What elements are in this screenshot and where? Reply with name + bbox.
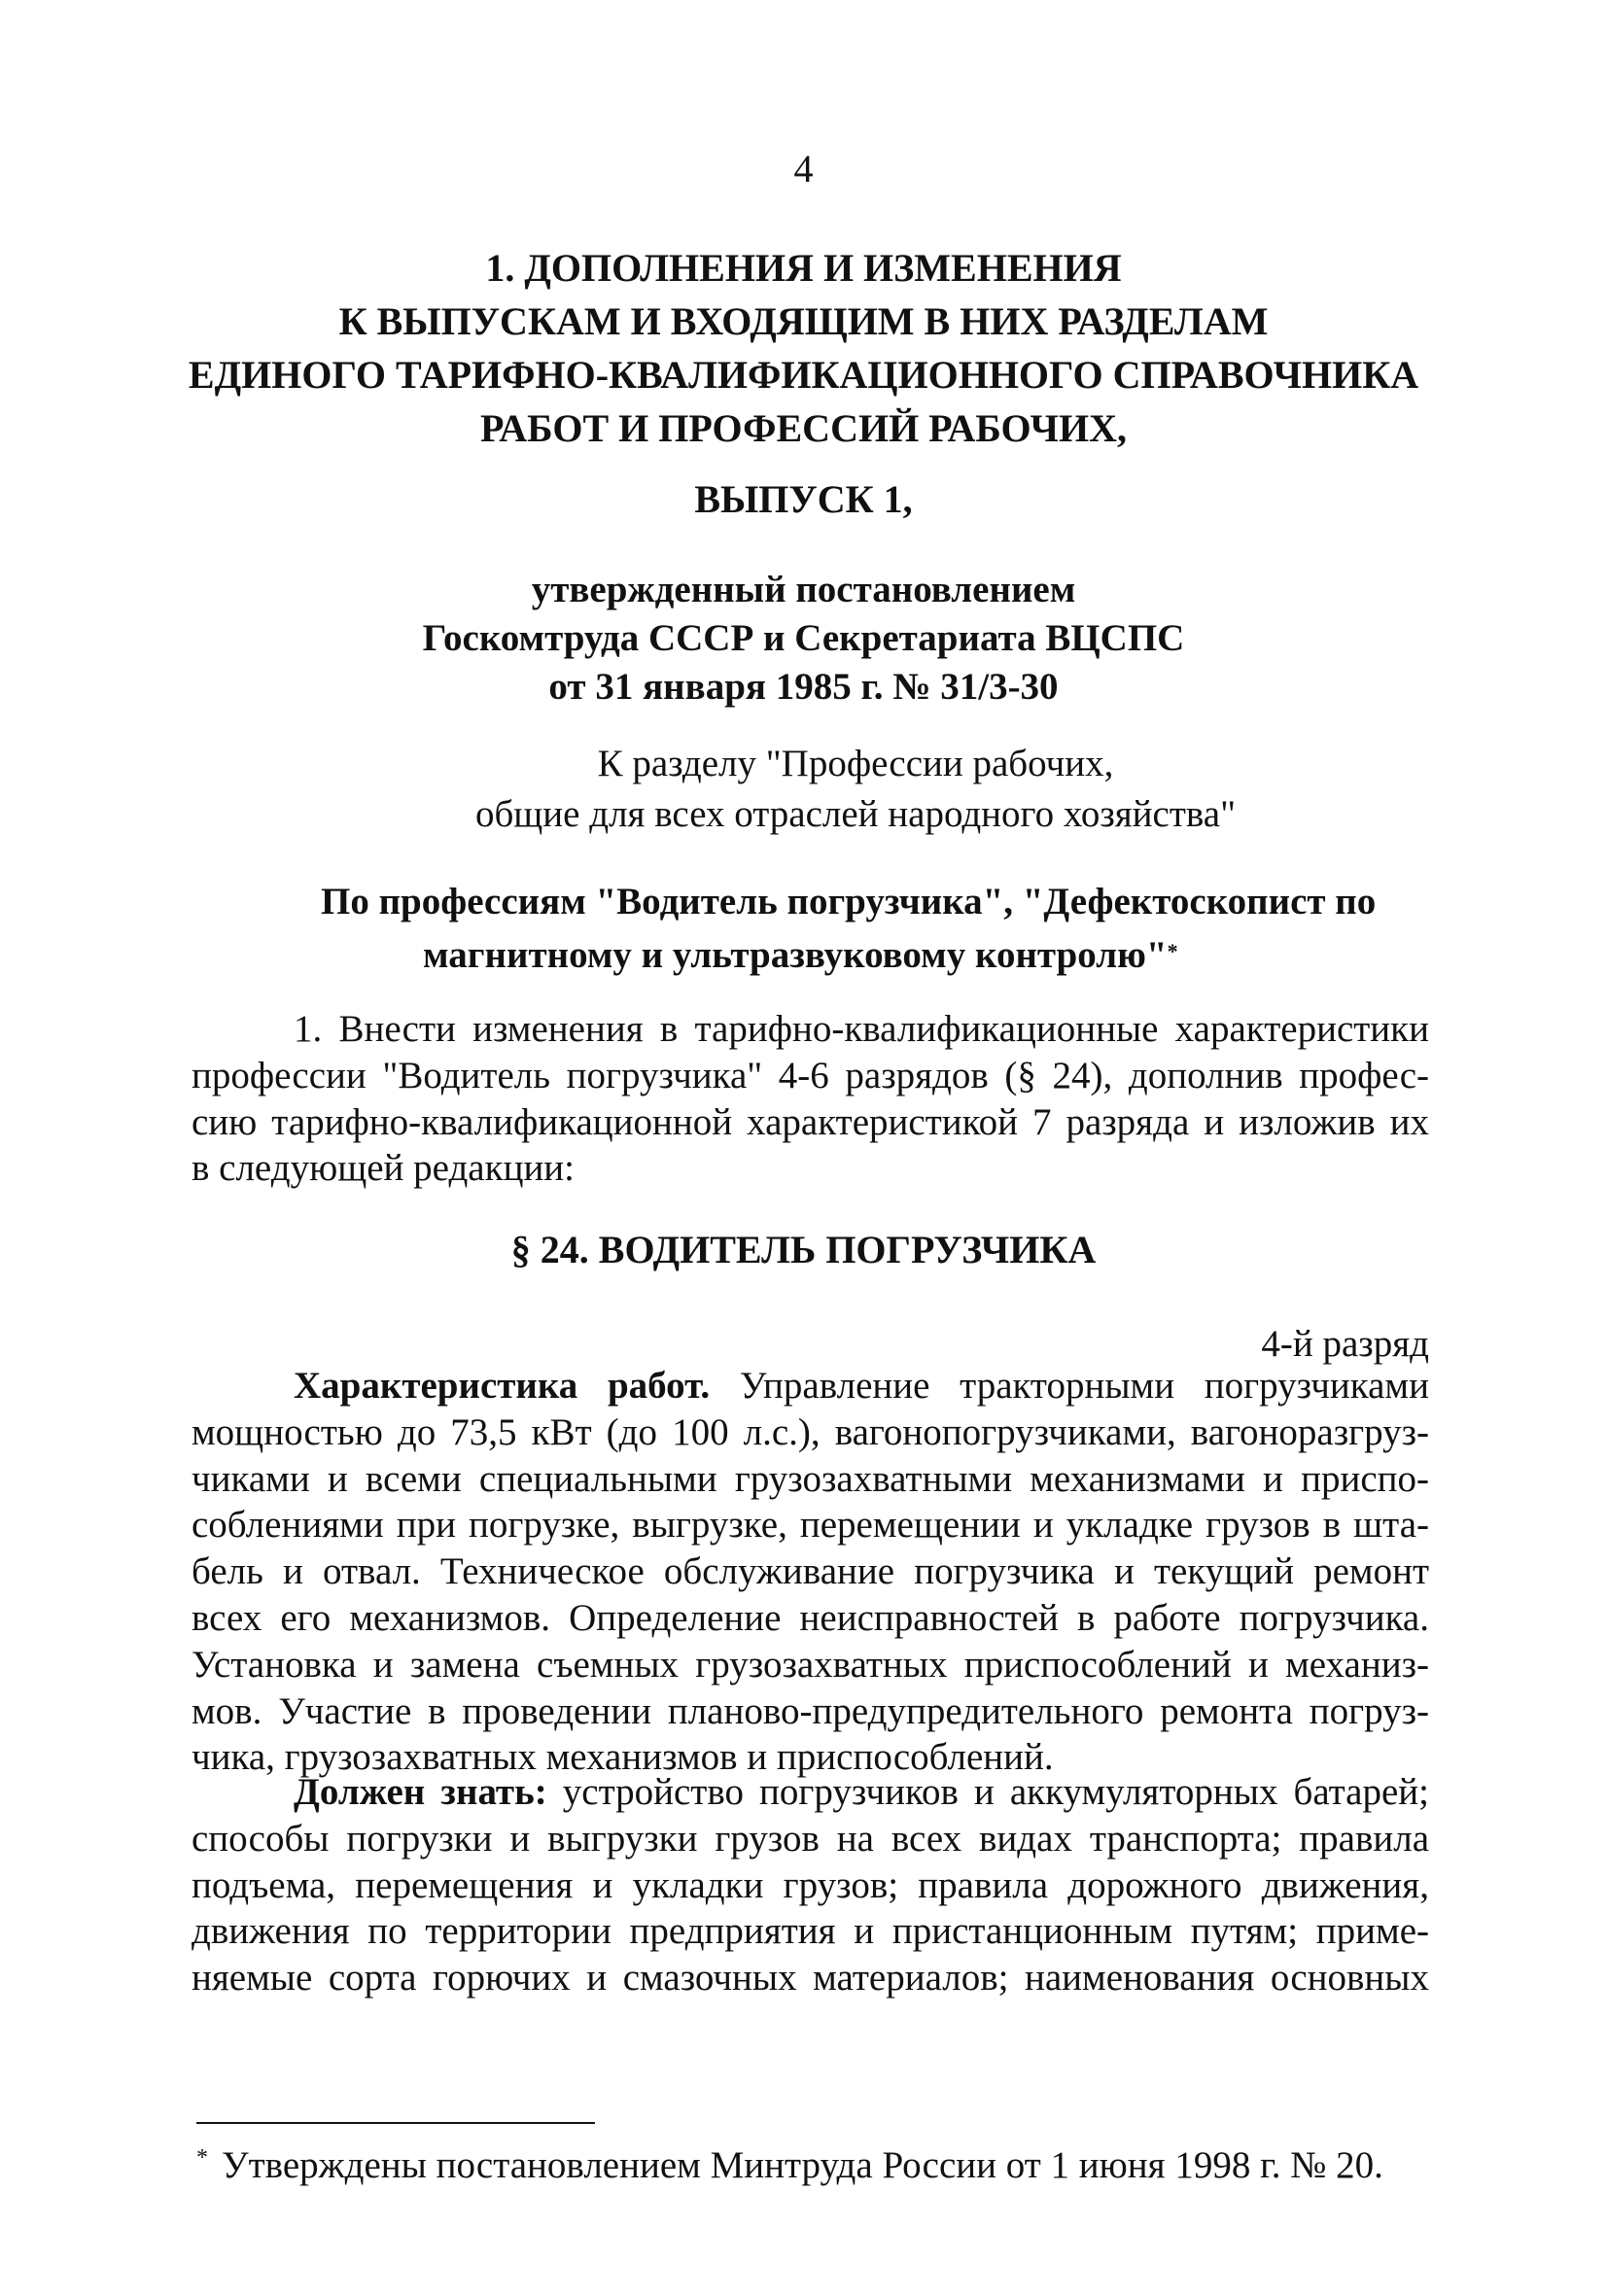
title-line: К ВЫПУСКАМ И ВХОДЯЩИМ В НИХ РАЗДЕЛАМ [338,299,1269,343]
paragraph-line: няемые сорта горючих и смазочных материалов; наименования основных [192,1957,1429,2000]
section-heading: § 24. ВОДИТЕЛЬ ПОГРУЗЧИКА [510,1228,1097,1271]
paragraph-line: способы погрузки и выгрузки грузов на всех видах транспорта; правила [192,1817,1429,1860]
footnote-reference: * [1167,939,1178,963]
paragraph-line: сию тарифно-квалификационной характеристикой 7 разряда и изложив их [192,1100,1429,1143]
paragraph-line-text: устройство погрузчиков и аккумуляторных батарей; [562,1771,1429,1813]
paragraph-amendment [192,1006,1429,1192]
approval-statement [0,566,1607,712]
section-ref-line: К разделу "Профессии рабочих, [597,743,1114,784]
paragraph-line: профессии "Водитель погрузчика" 4-6 разрядов (§ 24), дополнив профес- [192,1054,1429,1096]
document-title [97,241,1510,455]
work-characteristics-label: Характеристика работ. [294,1365,711,1407]
issue-heading: ВЫПУСК 1, [694,477,913,521]
professions-line-text: магнитному и ультразвуковому контролю" [423,934,1168,976]
footnote-mark: * [196,2145,208,2171]
must-know-label: Должен знать: [294,1771,547,1813]
footnote-divider [196,2122,595,2124]
paragraph-line: чика, грузозахватных механизмов и приспособлений. [192,1736,1054,1779]
paragraph-line: Установка и замена съемных грузозахватных приспособлений и механиз- [192,1643,1429,1686]
paragraph-line-text: Управление тракторными погрузчиками [739,1365,1429,1407]
footnote-text: Утверждены постановлением Минтруда России от 1 июня 1998 г. № 20. [222,2144,1383,2186]
paragraph-line: подъема, перемещения и укладки грузов; правила дорожного движения, [192,1863,1429,1906]
approval-line: утвержденный постановлением [531,569,1076,610]
paragraph-line: бель и отвал. Техническое обслуживание погрузчика и текущий ремонт [192,1550,1429,1593]
paragraph-line: соблениями при погрузке, выгрузке, перемещении и укладке грузов в шта- [192,1504,1429,1547]
paragraph-line: чиками и всеми специальными грузозахватными механизмами и приспо- [192,1457,1429,1500]
professions-heading [292,875,1410,982]
grade-label: 4-й разряд [1261,1323,1429,1365]
title-line: 1. ДОПОЛНЕНИЯ И ИЗМЕНЕНИЯ [485,246,1122,290]
paragraph-line: в следующей редакции: [192,1147,576,1190]
paragraph-line [192,1769,1429,1816]
paragraph-line: всех его механизмов. Определение неисправностей в работе погрузчика. [192,1596,1429,1639]
section-reference [369,739,1342,840]
paragraph-line: 1. Внести изменения в тарифно-квалификационные характеристики [294,1008,1429,1050]
paragraph-must-know [192,1769,1429,2001]
professions-line: По профессиям "Водитель погрузчика", "Дефектоскопист по [321,881,1377,922]
section-ref-line: общие для всех отраслей народного хозяйства" [474,793,1237,835]
paragraph-line [192,1363,1429,1409]
title-line: ЕДИНОГО ТАРИФНО-КВАЛИФИКАЦИОННОГО СПРАВОЧНИКА [188,353,1419,397]
paragraph-line: движения по территории предприятия и пристанционным путям; приме- [192,1910,1429,1953]
footnote [196,2143,1460,2187]
approval-line: Госкомтруда СССР и Секретариата ВЦСПС [422,617,1185,659]
approval-line: от 31 января 1985 г. № 31/3-30 [548,666,1059,708]
paragraph-work-characteristics [192,1363,1429,1781]
professions-line [292,928,1410,982]
paragraph-line: мощностью до 73,5 кВт (до 100 л.с.), вагонопогрузчиками, вагоноразгруз- [192,1410,1429,1453]
title-line: РАБОТ И ПРОФЕССИЙ РАБОЧИХ, [479,406,1128,450]
paragraph-line: мов. Участие в проведении планово-предупредительного ремонта погруз- [192,1689,1429,1732]
page-number: 4 [793,147,814,191]
